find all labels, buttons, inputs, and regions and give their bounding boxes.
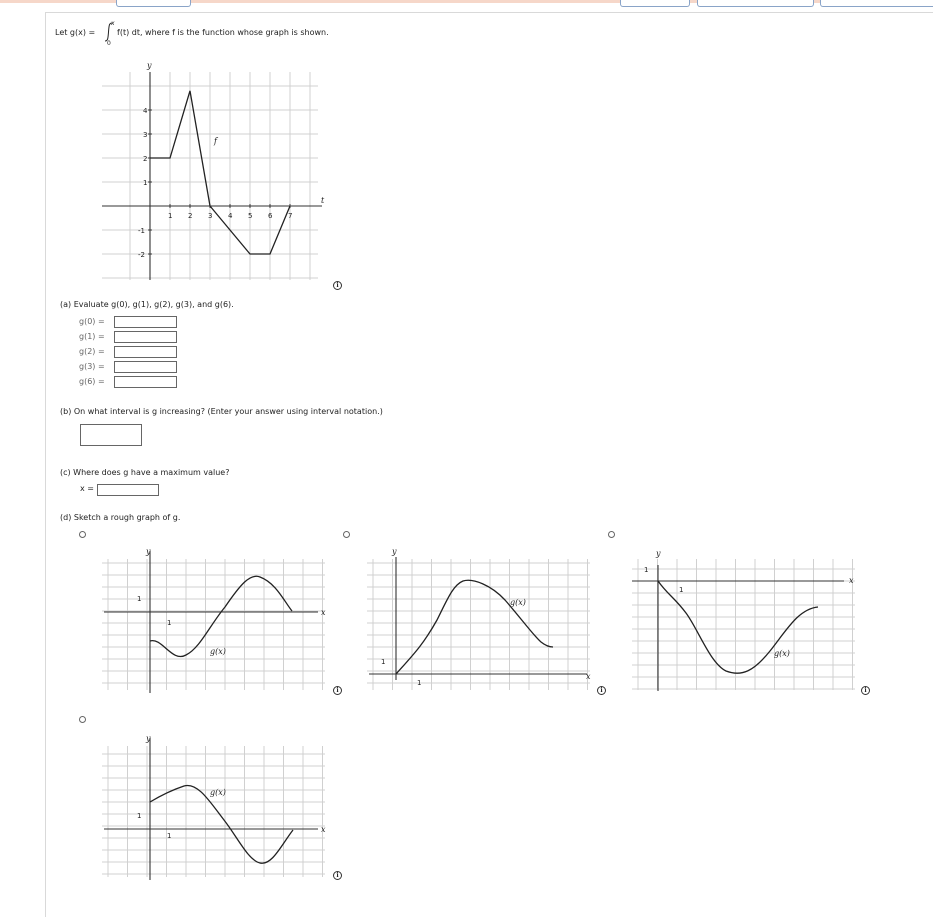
option-y-tick-label: 1 <box>381 658 386 666</box>
option-y-axis-label: y <box>392 547 397 556</box>
option-curve <box>150 576 292 656</box>
part-a-input-1[interactable] <box>114 331 177 343</box>
toolbar-tab-1[interactable] <box>116 0 191 7</box>
integrand-text: f(t) dt, where f is the function whose graph is shown. <box>117 28 329 37</box>
f-y-axis-label: y <box>147 61 152 70</box>
f-x-tick-label: 3 <box>208 212 213 220</box>
part-b-prompt: (b) On what interval is g increasing? (Enter your answer using interval notation.) <box>60 407 383 416</box>
option-4-graph <box>100 732 335 882</box>
option-grid <box>367 559 590 690</box>
f-y-tick-label: -1 <box>138 227 145 235</box>
option-curve-label: g(x) <box>210 647 226 656</box>
maximum-x-input[interactable] <box>97 484 159 496</box>
option-x-axis-label: x <box>321 825 326 834</box>
option-4-radio[interactable] <box>79 716 86 723</box>
part-a-label-2: g(2) = <box>79 347 105 356</box>
part-a-prompt: (a) Evaluate g(0), g(1), g(2), g(3), and g(6). <box>60 300 234 309</box>
integral-lower-limit: 0 <box>107 40 111 47</box>
option-y-axis-label: y <box>146 734 151 743</box>
option-y-axis-label: y <box>656 549 661 558</box>
option-y-tick-label: 1 <box>137 595 142 603</box>
f-y-tick-label: 2 <box>143 155 148 163</box>
f-x-tick-label: 7 <box>288 212 293 220</box>
option-x-tick-label: 1 <box>167 832 172 840</box>
option-y-axis-label: y <box>146 547 151 556</box>
option-y-tick-label: 1 <box>644 566 649 574</box>
option-2-graph <box>365 545 600 695</box>
option-2-radio[interactable] <box>343 531 350 538</box>
part-a-input-2[interactable] <box>114 346 177 358</box>
part-c-label: x = <box>80 484 94 493</box>
part-c-prompt: (c) Where does g have a maximum value? <box>60 468 230 477</box>
part-a-input-4[interactable] <box>114 376 177 388</box>
option-grid <box>102 746 325 877</box>
option-curve-label: g(x) <box>774 649 790 658</box>
f-grid <box>102 72 318 280</box>
left-divider <box>45 12 46 917</box>
f-x-tick-label: 1 <box>168 212 173 220</box>
option-x-tick-label: 1 <box>167 619 172 627</box>
f-x-tick-label: 2 <box>188 212 193 220</box>
option-2-info-icon[interactable]: i <box>597 686 606 695</box>
integral-upper-limit: x <box>111 20 115 27</box>
option-curve-label: g(x) <box>510 598 526 607</box>
graph-of-f <box>90 60 340 290</box>
option-3-radio[interactable] <box>608 531 615 538</box>
part-a-label-3: g(3) = <box>79 362 105 371</box>
f-y-tick-label: 3 <box>143 131 148 139</box>
option-4-info-icon[interactable]: i <box>333 871 342 880</box>
f-y-tick-label: 1 <box>143 179 148 187</box>
part-a-input-0[interactable] <box>114 316 177 328</box>
part-d-prompt: (d) Sketch a rough graph of g. <box>60 513 181 522</box>
option-1-radio[interactable] <box>79 531 86 538</box>
f-x-tick-label: 5 <box>248 212 253 220</box>
problem-statement <box>55 28 95 37</box>
info-icon[interactable]: i <box>333 281 342 290</box>
toolbar-tab-3[interactable] <box>697 0 814 7</box>
toolbar-tab-2[interactable] <box>620 0 690 7</box>
part-a-label-1: g(1) = <box>79 332 105 341</box>
option-x-axis-label: x <box>321 608 326 617</box>
increasing-interval-input[interactable] <box>80 424 142 446</box>
toolbar-tab-4[interactable] <box>820 0 933 7</box>
part-a-label-0: g(0) = <box>79 317 105 326</box>
option-1-info-icon[interactable]: i <box>333 686 342 695</box>
option-grid <box>102 559 325 690</box>
part-a-label-4: g(6) = <box>79 377 105 386</box>
part-a-input-3[interactable] <box>114 361 177 373</box>
option-1-graph <box>100 545 335 695</box>
f-y-tick-label: 4 <box>143 107 148 115</box>
option-curve-label: g(x) <box>210 788 226 797</box>
statement-prefix: Let g(x) = <box>55 28 96 37</box>
f-curve-label: f <box>214 136 217 146</box>
option-x-axis-label: x <box>849 576 854 585</box>
option-3-graph <box>630 545 865 695</box>
option-grid <box>632 559 855 690</box>
option-3-info-icon[interactable]: i <box>861 686 870 695</box>
option-x-axis-label: x <box>586 672 591 681</box>
option-x-tick-label: 1 <box>679 586 684 594</box>
f-x-tick-label: 4 <box>228 212 233 220</box>
f-x-tick-label: 6 <box>268 212 273 220</box>
option-x-tick-label: 1 <box>417 679 422 687</box>
option-y-tick-label: 1 <box>137 812 142 820</box>
f-x-axis-label: t <box>321 196 325 205</box>
option-curve <box>150 785 293 863</box>
top-divider <box>45 12 933 13</box>
f-y-tick-label: -2 <box>138 251 145 259</box>
